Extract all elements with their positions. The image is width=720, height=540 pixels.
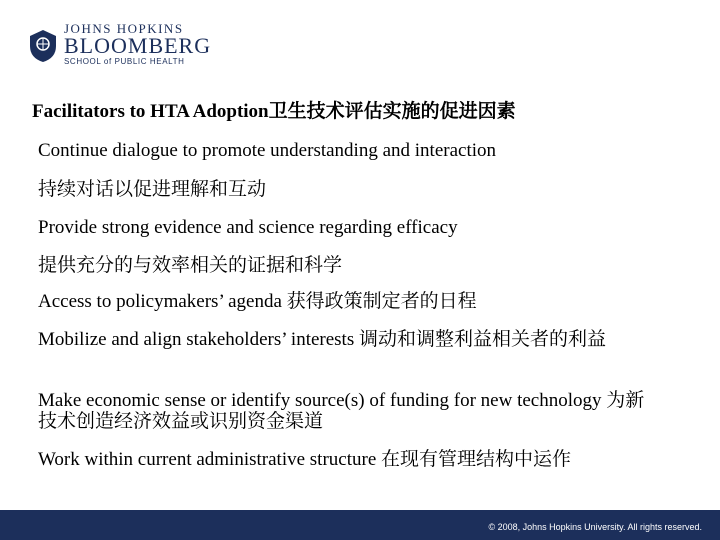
list-item: Mobilize and align stakeholders’ interests 调动和调整利益相关者的利益 [38,329,606,350]
institution-logo [28,21,212,80]
logo-line-2: BLOOMBERG [64,33,212,58]
slide-title: Facilitators to HTA Adoption卫生技术评估实施的促进因素 [32,101,516,122]
list-item: Work within current administrative structure 在现有管理结构中运作 [38,449,572,470]
list-item: 持续对话以促进理解和互动 [38,179,267,200]
list-item: Access to policymakers’ agenda 获得政策制定者的日程 [38,291,477,312]
list-item: Make economic sense or identify source(s) of funding for new technology 为新技术创造经济效益或识别资金渠道 [38,390,645,432]
list-item: 提供充分的与效率相关的证据和科学 [38,255,343,276]
copyright-text: © 2008, Johns Hopkins University. All rights reserved. [488,522,702,532]
shield-icon [28,28,58,64]
list-item: Provide strong evidence and science regarding efficacy [38,217,458,238]
list-item: Continue dialogue to promote understanding and interaction [38,140,497,161]
logo-line-3: SCHOOL of PUBLIC HEALTH [64,57,185,66]
logo-line-1: JOHNS HOPKINS [64,21,184,36]
footer-bar [0,510,720,540]
